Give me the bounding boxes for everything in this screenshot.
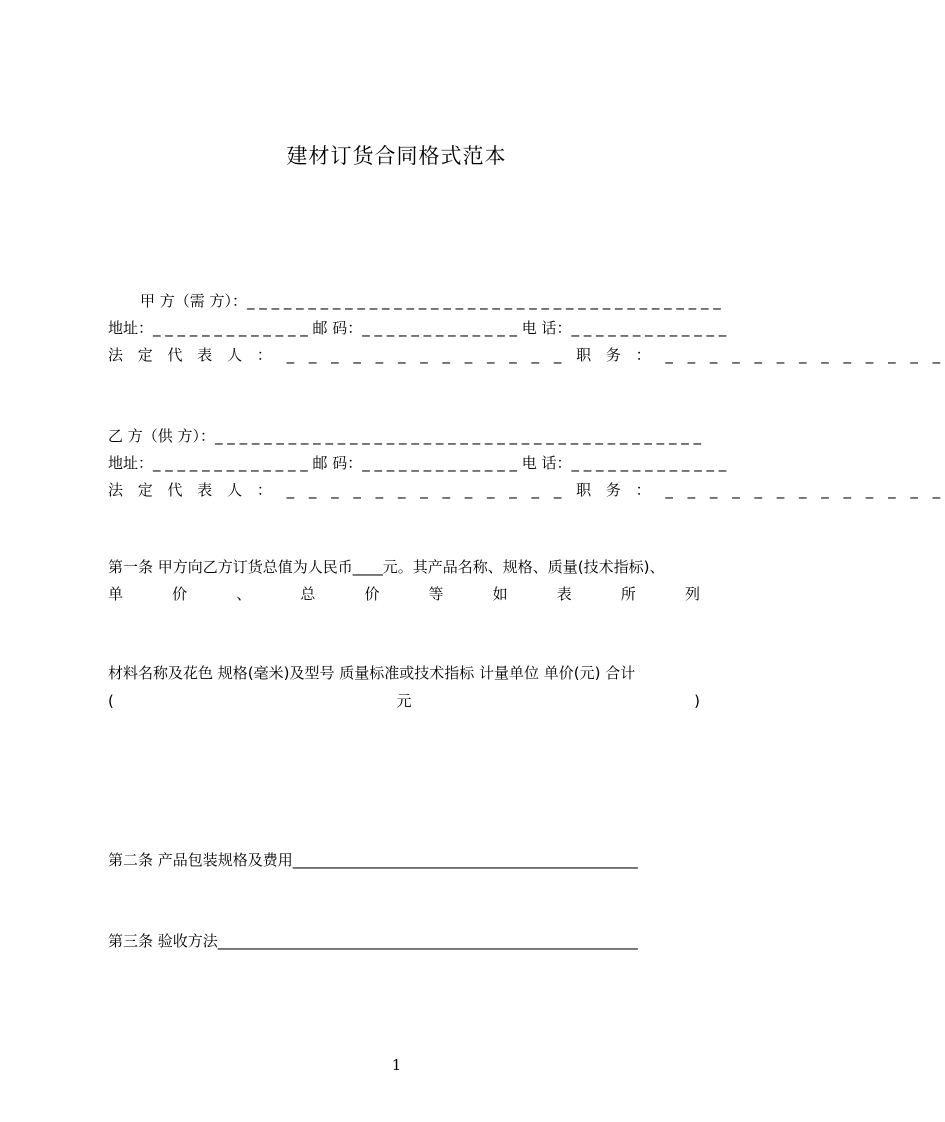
party-b-label-line: 乙 方（供 方）：_ _ _ _ _ _ _ _ _ _ _ _ _ _ _ _ _ _ _ _ _ _ _ _ _ _ _ _ _ _ _ _ _ _ _ _ _ _ _ _ bbox=[108, 427, 701, 445]
open-paren: ( bbox=[108, 692, 114, 710]
article-1-char: 、 bbox=[236, 585, 252, 603]
page-number: 1 bbox=[391, 1056, 402, 1074]
close-paren: ) bbox=[694, 692, 700, 710]
party-a-representative-line: 法 定 代 表 人 ： _ _ _ _ _ _ _ _ _ _ _ _ _ 职 务 ： _ _ _ _ _ _ _ _ _ _ _ _ _ bbox=[108, 346, 945, 364]
party-b-contact-line: 地址：_ _ _ _ _ _ _ _ _ _ _ _ _ 邮 码：_ _ _ _ _ _ _ _ _ _ _ _ _ 电 话：_ _ _ _ _ _ _ _ _ _ _ _ _ bbox=[108, 454, 727, 472]
party-b-representative-line: 法 定 代 表 人 ： _ _ _ _ _ _ _ _ _ _ _ _ _ 职 务 ： _ _ _ _ _ _ _ _ _ _ _ _ _ bbox=[108, 481, 945, 499]
article-1-char: 价 bbox=[172, 585, 188, 603]
party-a-contact-line: 地址：_ _ _ _ _ _ _ _ _ _ _ _ _ 邮 码：_ _ _ _ _ _ _ _ _ _ _ _ _ 电 话：_ _ _ _ _ _ _ _ _ _ _ _ _ bbox=[108, 319, 727, 337]
article-1-char: 价 bbox=[364, 585, 380, 603]
article-1-char: 等 bbox=[428, 585, 444, 603]
article-1-char: 如 bbox=[492, 585, 508, 603]
table-header-columns: 材料名称及花色 规格(毫米)及型号 质量标准或技术指标 计量单位 单价(元) 合计 bbox=[108, 664, 636, 682]
article-1-char: 单 bbox=[108, 585, 124, 603]
document-title: 建材订货合同格式范本 bbox=[286, 144, 507, 168]
article-1-line-1: 第一条 甲方向乙方订货总值为人民币____元。其产品名称、规格、质量(技术指标)、 bbox=[108, 558, 665, 576]
article-2-line: 第二条 产品包装规格及费用______________________________________________ bbox=[108, 851, 638, 869]
article-1-char: 表 bbox=[556, 585, 572, 603]
table-header-unit-row bbox=[108, 691, 700, 711]
article-3-line: 第三条 验收方法________________________________________________________ bbox=[108, 932, 638, 950]
article-1-line-2 bbox=[108, 584, 700, 604]
article-1-char: 总 bbox=[300, 585, 316, 603]
article-1-char: 列 bbox=[684, 585, 700, 603]
article-1-char: 所 bbox=[620, 585, 636, 603]
unit-yuan: 元 bbox=[396, 692, 412, 710]
party-a-label-line: 甲 方（需 方）：_ _ _ _ _ _ _ _ _ _ _ _ _ _ _ _ _ _ _ _ _ _ _ _ _ _ _ _ _ _ _ _ _ _ _ _ _ _ _ bbox=[140, 292, 721, 310]
